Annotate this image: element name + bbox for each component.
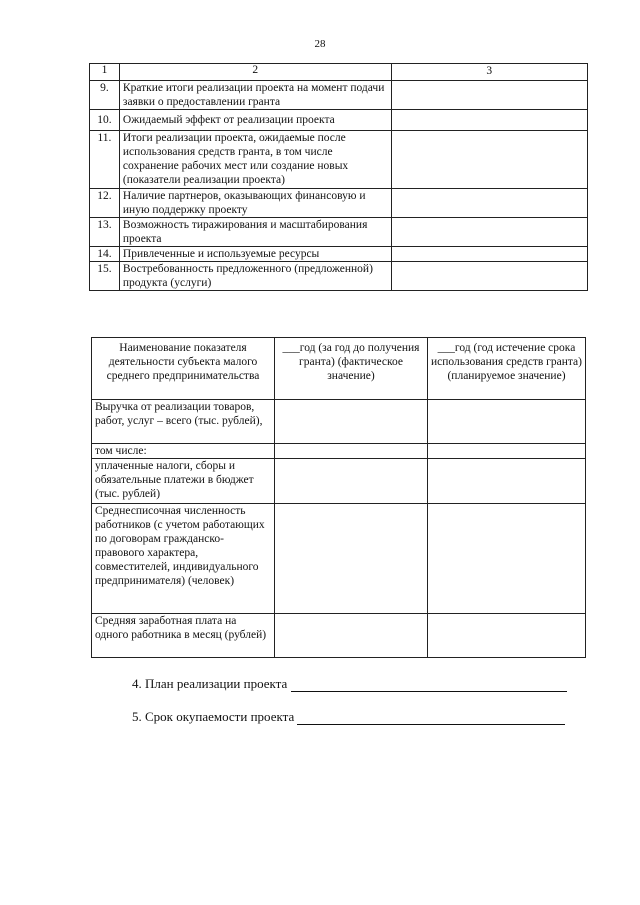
indicator-label: том числе: xyxy=(92,444,275,459)
table-row xyxy=(90,110,588,131)
payback-blank-line[interactable] xyxy=(297,710,565,725)
value-cell[interactable] xyxy=(391,247,588,262)
row-description: Итоги реализации проекта, ожидаемые после использования средств гранта, в том числе сохранение рабочих мест или создание новых (показатели реализации проекта) xyxy=(119,131,391,189)
value-cell[interactable] xyxy=(428,459,586,504)
indicator-label: Средняя заработная плата на одного работника в месяц (рублей) xyxy=(92,614,275,658)
row-number: 12. xyxy=(90,189,120,218)
table-row xyxy=(90,262,588,291)
value-cell[interactable] xyxy=(391,189,588,218)
value-cell[interactable] xyxy=(391,131,588,189)
value-cell[interactable] xyxy=(428,614,586,658)
project-info-table xyxy=(89,63,588,291)
value-cell[interactable] xyxy=(391,81,588,110)
plan-blank-line[interactable] xyxy=(291,677,567,692)
value-cell[interactable] xyxy=(391,218,588,247)
table-row xyxy=(92,444,586,459)
indicators-table xyxy=(91,337,586,658)
table-row xyxy=(92,614,586,658)
value-cell[interactable] xyxy=(275,504,428,614)
value-cell[interactable] xyxy=(275,444,428,459)
value-cell[interactable] xyxy=(428,444,586,459)
row-description: Краткие итоги реализации проекта на момент подачи заявки о предоставлении гранта xyxy=(119,81,391,110)
header-cell: ___год (год истечение срока использования средств гранта) (планируемое значение) xyxy=(428,338,586,400)
table-row xyxy=(90,189,588,218)
page-number: 28 xyxy=(314,38,326,50)
indicator-label: уплаченные налоги, сборы и обязательные платежи в бюджет (тыс. рублей) xyxy=(92,459,275,504)
plan-section xyxy=(132,676,567,692)
table-row xyxy=(90,131,588,189)
value-cell[interactable] xyxy=(428,400,586,444)
row-description: Привлеченные и используемые ресурсы xyxy=(119,247,391,262)
row-description: Возможность тиражирования и масштабирования проекта xyxy=(119,218,391,247)
row-description: Востребованность предложенного (предложенной) продукта (услуги) xyxy=(119,262,391,291)
table-row xyxy=(92,504,586,614)
table-row xyxy=(90,247,588,262)
header-cell: ___год (за год до получения гранта) (фактическое значение) xyxy=(275,338,428,400)
value-cell[interactable] xyxy=(428,504,586,614)
value-cell[interactable] xyxy=(391,110,588,131)
value-cell[interactable] xyxy=(275,459,428,504)
table-header-row xyxy=(92,338,586,400)
indicator-label: Выручка от реализации товаров, работ, услуг – всего (тыс. рублей), xyxy=(92,400,275,444)
row-number: 10. xyxy=(90,110,120,131)
payback-label: 5. Срок окупаемости проекта xyxy=(132,709,295,724)
row-number: 14. xyxy=(90,247,120,262)
table-row xyxy=(90,218,588,247)
row-number: 13. xyxy=(90,218,120,247)
value-cell[interactable] xyxy=(275,614,428,658)
table-header-row xyxy=(90,64,588,81)
row-number: 15. xyxy=(90,262,120,291)
row-description: Наличие партнеров, оказывающих финансовую и иную поддержку проекту xyxy=(119,189,391,218)
indicator-label: Среднесписочная численность работников (с учетом работающих по договорам гражданско-правового характера, совместителей, индивидуального предпринимателя) (человек) xyxy=(92,504,275,614)
value-cell[interactable] xyxy=(275,400,428,444)
plan-label: 4. План реализации проекта xyxy=(132,676,288,691)
row-number: 9. xyxy=(90,81,120,110)
row-number: 11. xyxy=(90,131,120,189)
payback-section xyxy=(132,709,565,725)
header-cell: 2 xyxy=(119,64,391,81)
value-cell[interactable] xyxy=(391,262,588,291)
table-row xyxy=(92,400,586,444)
row-description: Ожидаемый эффект от реализации проекта xyxy=(119,110,391,131)
header-cell: Наименование показателя деятельности субъекта малого среднего предпринимательства xyxy=(92,338,275,400)
header-cell: 1 xyxy=(90,64,120,81)
table-row xyxy=(92,459,586,504)
header-cell: 3 xyxy=(391,64,588,81)
table-row xyxy=(90,81,588,110)
